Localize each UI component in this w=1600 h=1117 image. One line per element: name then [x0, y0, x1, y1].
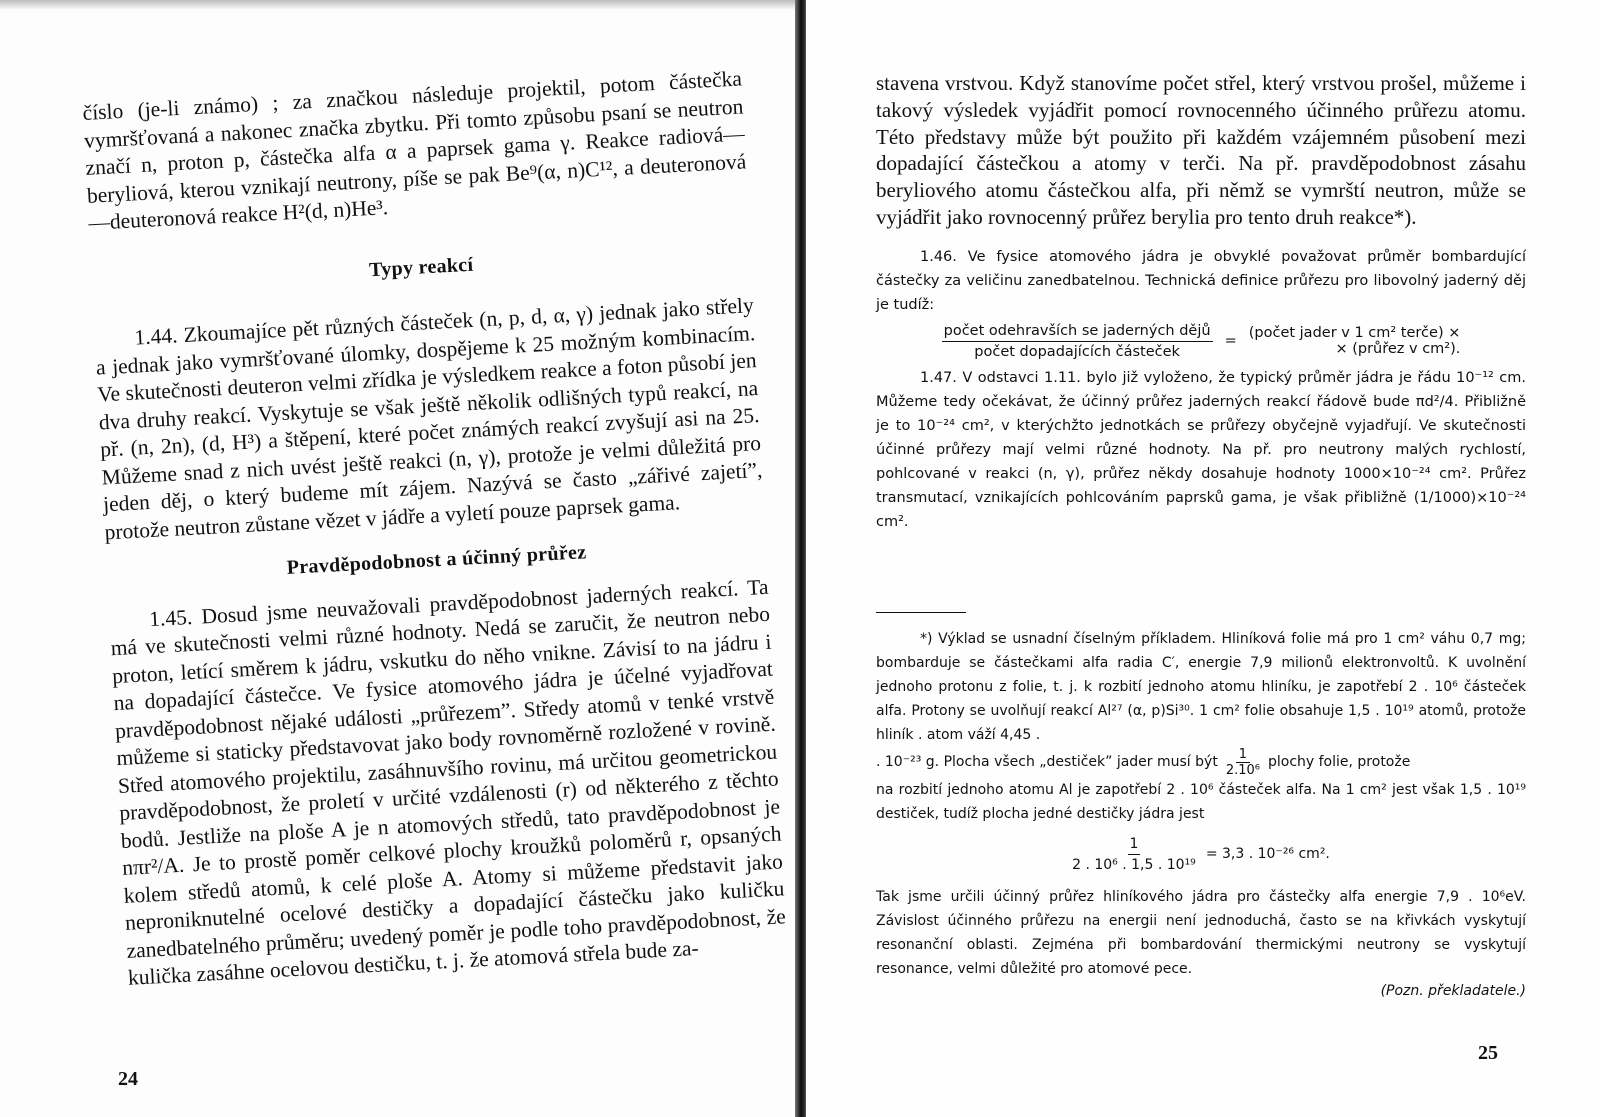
cross-section-formula [876, 323, 1526, 360]
footnote-line-text-b: plochy folie, protože [1267, 754, 1411, 771]
paragraph-1-45: 1.45. Dosud jsme neuvažovali pravděpodobnost jaderných reakcí. Ta má ve skutečnosti velmi různé hodnoty. Nedá se zaručit, že neutron nebo proton, letící směrem k jádru, vskutku do něho vnikne. Závisí to na jádru i na dopadající částečce. Ve fysice atomového jádra je účelné vyjadřovat pravděpodobnost nějaké události „průřezem”. Středy atomů v tenké vrstvě můžeme si staticky představovat jako body rovnoměrně rozložené v rovině. Střed atomového projektilu, zasáhnuvšího rovinu, má určitou geometrickou pravděpodobnost, že proletí v určité vzdálenosti (r) od některého z těchto bodů. Jestliže na ploše A je n atomových středů, tato pravděpodobnost je nπr²/A. Je to prostě poměr celkové plochy kroužků poloměrů r, opsaných kolem středů atomů, k celé ploše A. Atomy si můžeme představit jako neproniknutelné ocelové destičky a dopadající částečku jako kuličku zanedbatelného průměru; uvedený poměr je podle toho pravděpodobnost, že kulička zasáhne ocelovou destičku, t. j. že atomová střela bude za- [110, 574, 787, 990]
section-heading-probability: Pravděpodobnost a účinný průřez [286, 541, 587, 579]
right-page [806, 0, 1600, 1117]
scan-shadow [0, 0, 800, 10]
formula-right-side [1249, 325, 1461, 357]
footnote-fraction-denominator: 2.10⁶ [1225, 762, 1260, 778]
footnote-formula-fraction [1072, 836, 1196, 873]
formula-numerator: počet odehravších se jaderných dějů [942, 323, 1213, 342]
footnote-line-fraction [876, 747, 1526, 778]
footnote-formula [876, 836, 1526, 873]
paragraph-1-46: 1.46. Ve fysice atomového jádra je obvyklé považovat průměr bombardující částečky za veličinu zanedbatelnou. Technická definice průřezu pro libovolný jaderný děj je tudíž: [876, 248, 1526, 313]
page-number-left: 24 [118, 1068, 138, 1090]
footnote-formula-result: = 3,3 . 10⁻²⁶ cm². [1205, 846, 1330, 863]
left-page-body [82, 65, 788, 992]
footnote-fraction-numerator: 1 [1236, 747, 1250, 763]
footnote-formula-numerator: 1 [1128, 836, 1141, 855]
footnote-formula-denominator: 2 . 10⁶ . 1,5 . 10¹⁹ [1072, 856, 1196, 873]
footnote-separator [876, 612, 966, 613]
footnote-paragraph-2: na rozbití jednoho atomu Al je zapotřebí 2 . 10⁶ částeček alfa. Na 1 cm² jest však 1,5 . 10¹⁹ destiček, tudíž plocha jedné destičky jádra jest [876, 781, 1526, 822]
right-page-body [876, 70, 1526, 999]
footnote-line-text-a: . 10⁻²³ g. Plocha všech „destiček” jader musí být [876, 754, 1218, 771]
formula-equals: = [1224, 333, 1237, 350]
page-number-right: 25 [1478, 1042, 1498, 1064]
footnote-inline-fraction [1226, 747, 1260, 778]
formula-rhs-line1: (počet jader v 1 cm² terče) × [1248, 325, 1461, 342]
translator-note: (Pozn. překladatele.) [1380, 982, 1526, 999]
intro-paragraph: číslo (je-li známo) ; za značkou následuje projektil, potom částečka vymršťovaná a nakonec značka zbytku. Při tomto způsobu psaní se neutron značí n, proton p, částečka alfa α a paprsek gama γ. Reakce radiová—beryliová, kterou vznikají neutrony, píše se pak Be⁹(α, n)C¹², a deuteronová—deuteronová reakce H²(d, n)He³. [82, 66, 747, 235]
formula-denominator: počet dopadajících částeček [974, 343, 1180, 360]
formula-rhs-line2: × (průřez v cm²). [1335, 341, 1461, 358]
section-heading-reaction-types: Typy reakcí [368, 253, 474, 281]
footnote-paragraph-3: Tak jsme určili účinný průřez hliníkového jádra pro částečky alfa energie 7,9 . 10⁶eV. Závislost účinného průřezu na energii není jednoduchá, často se na křivkách vyskytují resonanční oblasti. Zejména při bombardování thermickými neutrony se vyskytují resonance, velmi důležité pro atomové pece. [876, 888, 1526, 977]
formula-fraction [942, 323, 1213, 360]
footnote-paragraph-1: *) Výklad se usnadní číselným příkladem. Hliníková folie má pro 1 cm² váhu 0,7 mg; bombarduje se částečkami alfa radia C′, energie 7,9 milionů elektronvoltů. K uvolnění jednoho protonu z folie, t. j. k rozbití jednoho atomu hliníku, je zapotřebí 2 . 10⁶ částeček alfa. Protony se uvolňují reakcí Al²⁷ (α, p)Si³⁰. 1 cm² folie obsahuje 1,5 . 10¹⁹ atomů, protože hliník . atom váží 4,45 . [876, 630, 1526, 743]
paragraph-1-44: 1.44. Zkoumajíce pět různých částeček (n, p, d, α, γ) jednak jako střely a jednak jako vymršťované úlomky, dospějeme k 25 možným kombinacím. Ve skutečnosti deuteron velmi zřídka je výsledkem reakce a foton působí jen dva druhy reakcí. Vyskytuje se však ještě několik odlišných typů reakcí, na př. (n, 2n), (d, H³) a štěpení, které počet známých reakcí zvyšují asi na 25. Můžeme snad z nich uvést ještě reakci (n, γ), protože je velmi důležitá pro jeden děj, o který budeme mít zájem. Nazývá se často „zářivé zajetí”, protože neutron zůstane vězet v jádře a vyletí pouze paprsek gama. [95, 293, 763, 544]
paragraph-1-47: 1.47. V odstavci 1.11. bylo již vyloženo, že typický průměr jádra je řádu 10⁻¹² cm. Můžeme tedy očekávat, že účinný průřez jaderných reakcí řádově bude πd²/4. Přibližně je to 10⁻²⁴ cm², v kterýchžto jednotkách se průřezy obyčejně vyjadřují. Ve skutečnosti účinné průřezy mají velmi různé hodnoty. Na př. pro neutrony malých rychlostí, pohlcované v reakci (n, γ), průřez někdy dosahuje hodnoty 1000×10⁻²⁴ cm². Průřez transmutací, vznikajících pohlcováním paprsků gama, je však přibližně (1/1000)×10⁻²⁴ cm². [876, 369, 1526, 530]
continuation-paragraph: stavena vrstvou. Když stanovíme počet střel, který vrstvou prošel, můžeme i takový výsledek vyjádřit pomocí rovnocenného účinného průřezu atomu. Této představy může být použito při každém vzájemném působení mezi dopadající částečkou a atomy v terči. Na př. pravděpodobnost zásahu beryliového atomu částečkou alfa, při němž se vymrští neutron, může se vyjádřit jako rovnocenný průřez berylia pro tento druh reakce*). [876, 71, 1526, 229]
